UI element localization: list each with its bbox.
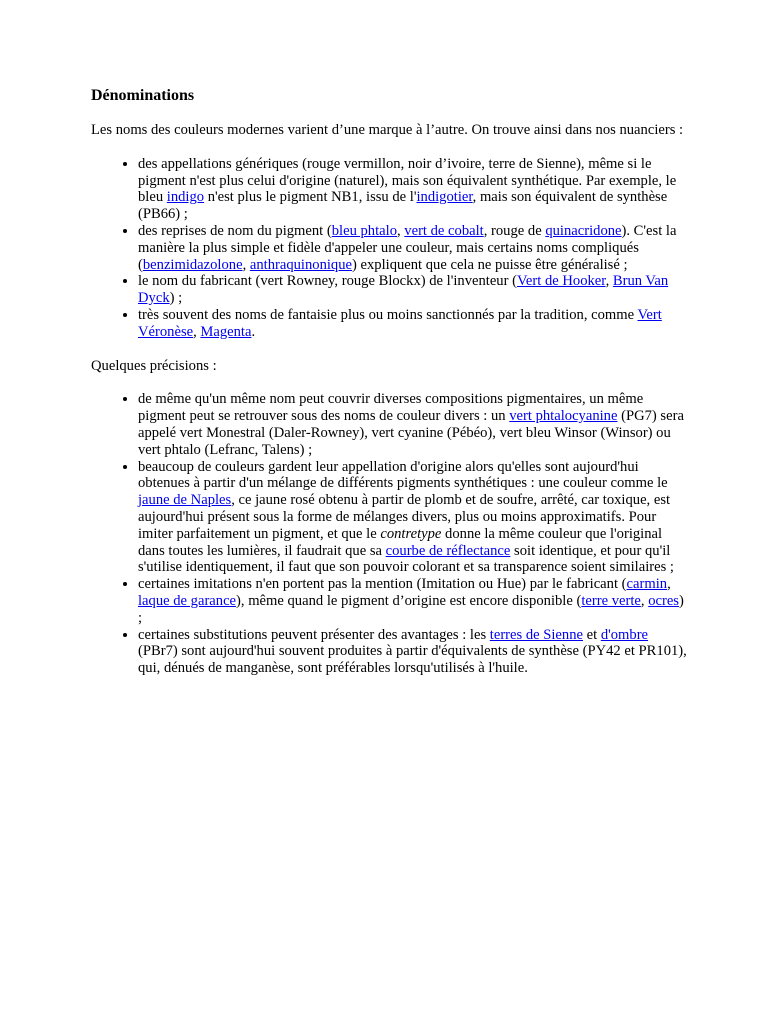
link-indigotier[interactable]: indigotier [416,189,473,206]
link-laque-de-garance[interactable]: laque de garance [138,592,237,609]
precisions-label: Quelques précisions : [91,357,217,374]
link-terre-verte[interactable]: terre verte [581,592,641,609]
link-vert-phtalocyanine[interactable]: vert phtalocyanine [509,408,618,425]
intro-paragraph [91,122,688,139]
naming-list [91,156,688,341]
text: des reprises de nom du pigment ( [138,222,332,239]
text: , mais son équivalent de synthèse (PB66) ; [138,189,668,223]
text: , [242,256,250,273]
list-item [138,391,688,458]
link-vert-veronese[interactable]: Vert Véronèse [138,306,662,340]
text: . [251,323,256,340]
text: soit identique, et pour qu'il s'utilise identiquement, il faut que son pouvoir colorant et sa transparence soient similaires ; [138,542,674,576]
link-ocres[interactable]: ocres [648,592,679,609]
text: , [397,222,405,239]
text: ), même quand le pigment d’origine est encore disponible ( [236,592,582,609]
link-courbe-de-reflectance[interactable]: courbe de réflectance [385,542,511,559]
emphasis-contretype: contretype [380,525,442,542]
link-vert-de-hooker[interactable]: Vert de Hooker [516,273,606,290]
text: certaines substitutions peuvent présenter des avantages : les [138,626,490,643]
text: , [667,576,671,593]
list-item [138,576,688,626]
link-benzimidazolone[interactable]: benzimidazolone [142,256,243,273]
link-terres-de-sienne[interactable]: terres de Sienne [489,626,583,643]
link-indigo[interactable]: indigo [166,189,205,206]
text: (PBr7) sont aujourd'hui souvent produites à partir d'équivalents de synthèse (PY42 et PR101), qui, dénués de manganèse, sont préférables lorsqu'utilisés à l'huile. [138,643,687,677]
text: le nom du fabricant (vert Rowney, rouge Blockx) de l'inventeur ( [138,273,517,290]
link-d-ombre[interactable]: d'ombre [600,626,649,643]
link-jaune-de-naples[interactable]: jaune de Naples [138,492,232,509]
list-item [138,459,688,577]
list-item [138,627,688,677]
text: ). C'est la manière la plus simple et fidèle d'appeler une couleur, mais certains noms compliqués ( [138,222,677,273]
text: et [582,626,601,643]
section-heading: Dénominations [91,87,195,104]
link-quinacridone[interactable]: quinacridone [545,222,622,239]
text: ) ; [169,290,183,307]
list-item [138,156,688,223]
link-bleu-phtalo[interactable]: bleu phtalo [331,222,397,239]
intro-text: Les noms des couleurs modernes varient d’une marque à l’autre. On trouve ainsi dans nos nuanciers : [91,122,684,138]
text: ) ; [138,592,684,626]
text: (PG7) sera appelé vert Monestral (Daler-Rowney), vert cyanine (Pébéo), vert bleu Winsor (Winsor) ou vert phtalo (Lefranc, Talens) ; [138,408,684,458]
link-brun-van-dyck[interactable]: Brun Van Dyck [138,273,669,307]
list-item [138,273,688,307]
precisions-paragraph [91,358,688,375]
link-anthraquinonique[interactable]: anthraquinonique [249,256,352,273]
text: ) expliquent que cela ne puisse être généralisé ; [352,256,628,273]
text: des appellations génériques (rouge vermillon, noir d’ivoire, terre de Sienne), même si le pigment n'est plus celui d'origine (naturel), mais son équivalent synthétique. Par exemple, le bleu [138,155,677,206]
text: , [193,323,201,340]
link-carmin[interactable]: carmin [626,576,668,593]
text: , rouge de [483,222,546,239]
link-magenta[interactable]: Magenta [200,323,252,340]
text: très souvent des noms de fantaisie plus ou moins sanctionnés par la tradition, comme [138,306,638,323]
text: certaines imitations n'en portent pas la mention (Imitation ou Hue) par le fabricant ( [138,576,627,593]
text: n'est plus le pigment NB1, issu de l' [204,189,417,206]
text: , [640,592,649,609]
list-item [138,307,688,341]
text: beaucoup de couleurs gardent leur appellation d'origine alors qu'elles sont aujourd'hui obtenues à partir d'un mélange de différents pigments synthétiques : une couleur comme le [138,458,668,492]
text: de même qu'un même nom peut couvrir diverses compositions pigmentaires, un même pigment peut se retrouver sous des noms de couleur divers : un [138,391,644,425]
precisions-list [91,391,688,677]
text: , ce jaune rosé obtenu à partir de plomb et de soufre, arrêté, car toxique, est aujourd'hui présent sous la forme de mélanges divers, plus ou moins approximatifs. Pour imiter parfaitement un pigment, et que le [138,492,671,542]
text: , [605,273,613,290]
link-vert-de-cobalt[interactable]: vert de cobalt [404,222,484,239]
text: donne la même couleur que l'original dans toutes les lumières, il faudrait que sa [138,525,663,559]
list-item [138,223,688,273]
